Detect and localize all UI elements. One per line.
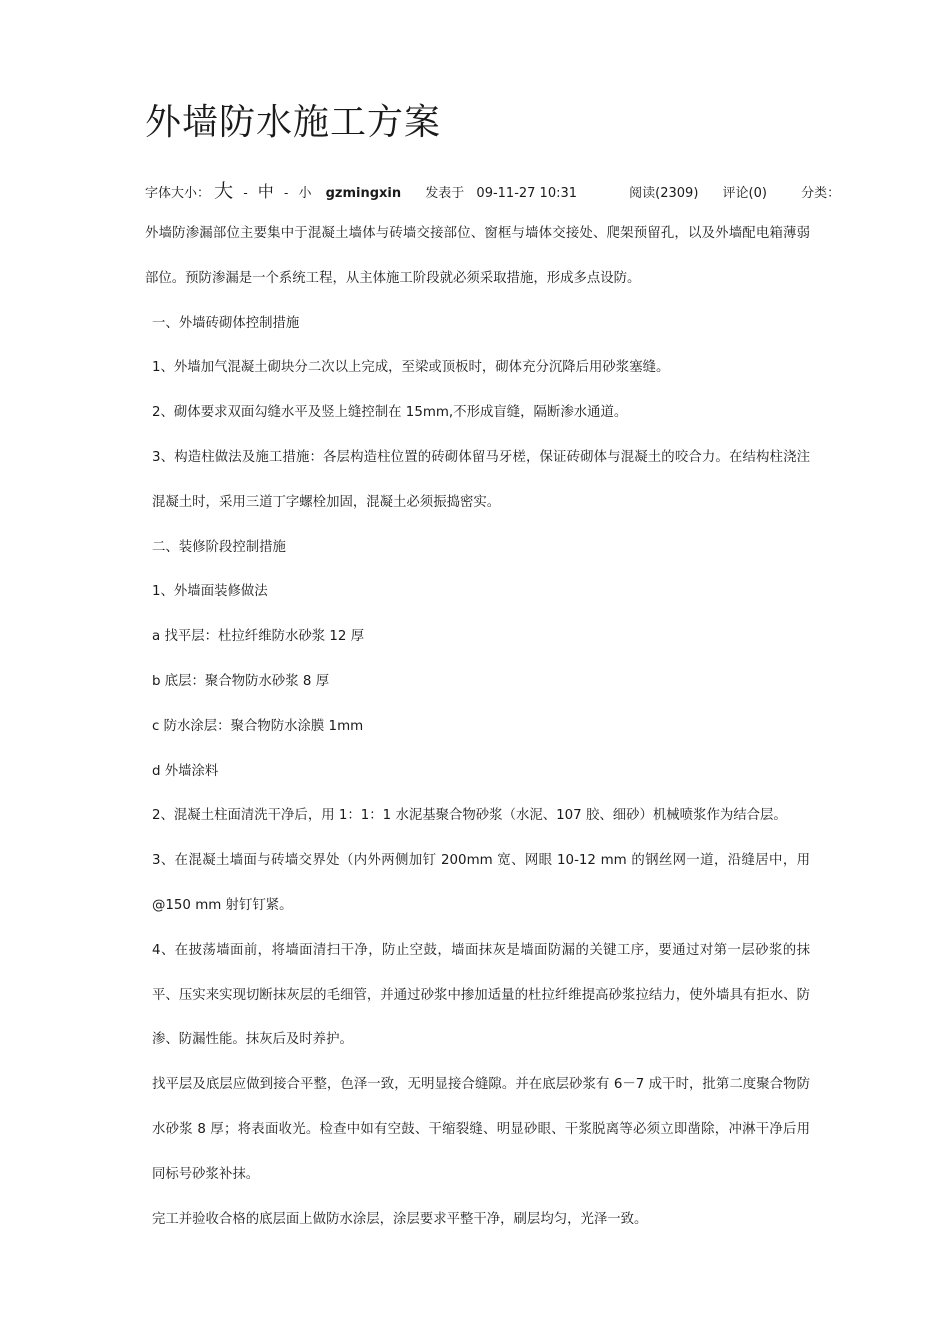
comment-count[interactable]: 评论(0) <box>722 186 767 201</box>
body-paragraph: 1、外墙加气混凝土砌块分二次以上完成，至梁或顶板时，砌体充分沉降后用砂浆塞缝。 <box>152 360 670 376</box>
article-meta <box>145 176 840 206</box>
section-heading: 二、装修阶段控制措施 <box>152 539 286 555</box>
posted-time: 09-11-27 10:31 <box>476 186 578 201</box>
author-name[interactable]: gzmingxin <box>325 186 402 201</box>
body-paragraph: 3、构造柱做法及施工措施：各层构造柱位置的砖砌体留马牙槎，保证砖砌体与混凝土的咬合力。在结构柱浇注混凝土时，采用三道丁字螺栓加固，混凝土必须振捣密实。 <box>152 449 810 510</box>
list-item: c 防水涂层：聚合物防水涂膜 1mm <box>152 718 364 734</box>
section-heading: 一、外墙砖砌体控制措施 <box>152 315 300 331</box>
article-body <box>145 212 810 1242</box>
font-size-separator: - <box>283 186 289 200</box>
font-size-label: 字体大小： <box>145 186 211 201</box>
list-item: a 找平层：杜拉纤维防水砂浆 12 厚 <box>152 629 365 645</box>
font-size-large-link[interactable]: 大 <box>214 180 234 202</box>
list-item: d 外墙涂料 <box>152 763 219 779</box>
font-size-separator: - <box>243 186 248 200</box>
font-size-small-link[interactable]: 小 <box>298 186 312 201</box>
body-paragraph: 完工并验收合格的底层面上做防水涂层，涂层要求平整干净，刷层均匀，光泽一致。 <box>152 1211 648 1227</box>
page-title: 外墙防水施工方案 <box>145 102 442 143</box>
body-paragraph: 1、外墙面装修做法 <box>152 584 268 600</box>
body-paragraph: 3、在混凝土墙面与砖墙交界处（内外两侧加钉 200mm 宽、网眼 10-12 mm 的钢丝网一道，沿缝居中，用@150 mm 射钉钉紧。 <box>152 853 810 913</box>
list-item: b 底层：聚合物防水砂浆 8 厚 <box>152 673 330 689</box>
read-count: 阅读(2309) <box>629 186 699 201</box>
body-paragraph: 4、在披荡墙面前，将墙面清扫干净，防止空鼓，墙面抹灰是墙面防漏的关键工序，要通过对第一层砂浆的抹平、压实来实现切断抹灰层的毛细管，并通过砂浆中掺加适量的杜拉纤维提高砂浆拉结力，使外墙具有拒水、防渗、防漏性能。抹灰后及时养护。 <box>152 942 810 1048</box>
body-paragraph: 2、混凝土柱面清洗干净后，用 1：1：1 水泥基聚合物砂浆（水泥、107 胶、细砂）机械喷浆作为结合层。 <box>152 808 787 824</box>
body-paragraph: 2、砌体要求双面勾缝水平及竖上缝控制在 15mm,不形成盲缝，隔断渗水通道。 <box>152 405 628 421</box>
body-paragraph: 找平层及底层应做到接合平整，色泽一致，无明显接合缝隙。并在底层砂浆有 6－7 成干时，批第二度聚合物防水砂浆 8 厚；将表面收光。检查中如有空鼓、干缩裂缝、明显砂眼、干浆脱离等必须立即凿除，冲淋干净后用同标号砂浆补抹。 <box>152 1077 810 1182</box>
posted-label: 发表于 <box>425 186 465 201</box>
intro-paragraph: 外墙防渗漏部位主要集中于混凝土墙体与砖墙交接部位、窗框与墙体交接处、爬架预留孔，以及外墙配电箱薄弱部位。预防渗漏是一个系统工程，从主体施工阶段就必须采取措施，形成多点设防。 <box>145 226 810 286</box>
font-size-medium-link[interactable]: 中 <box>257 182 274 201</box>
category-label: 分类： <box>801 186 841 201</box>
